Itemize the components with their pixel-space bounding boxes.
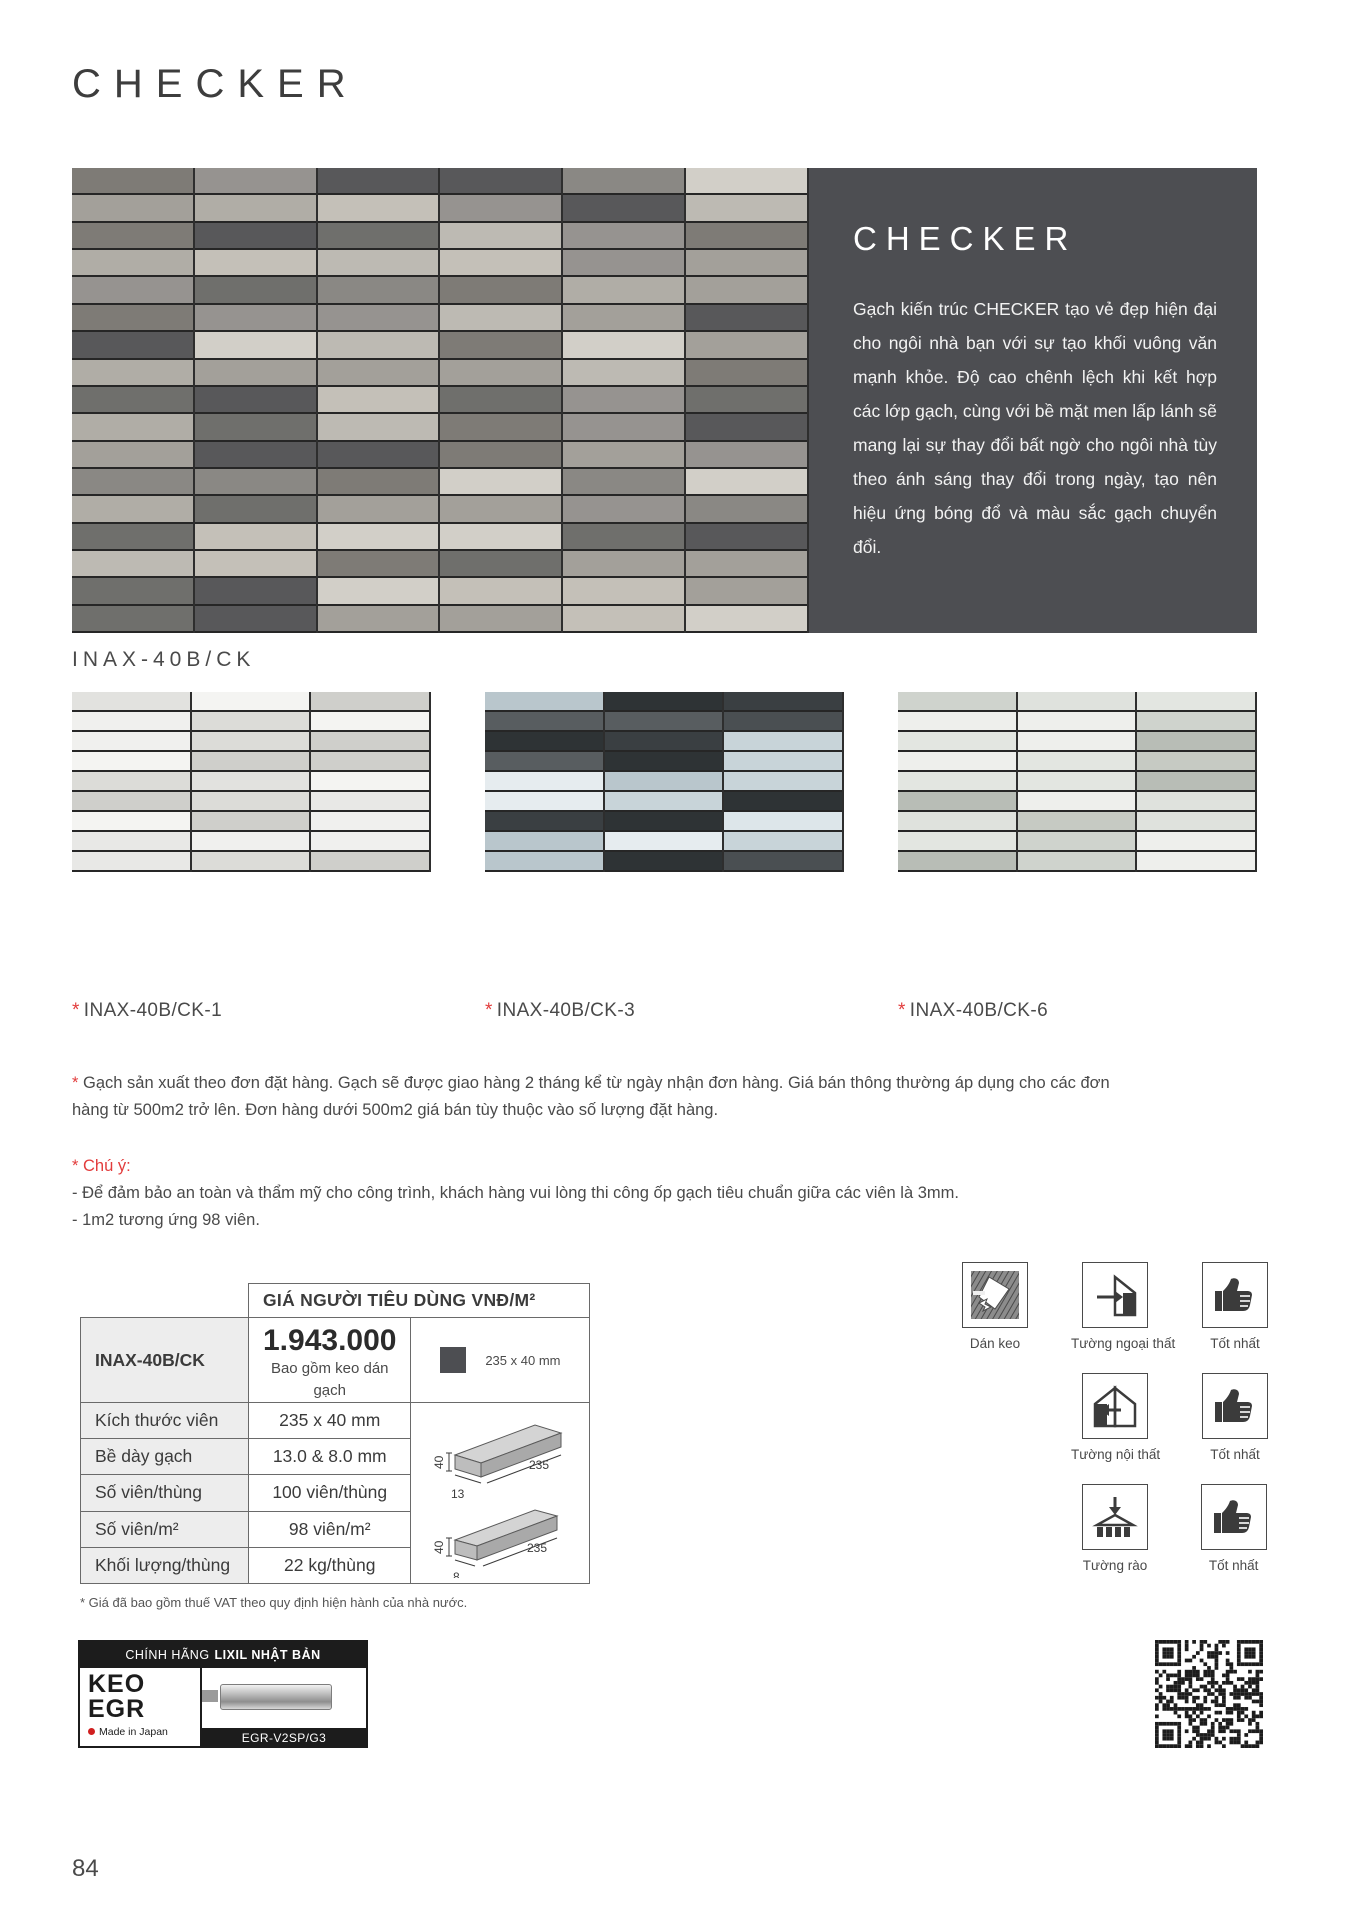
icon-row xyxy=(955,1373,1275,1462)
hero-description-text: Gạch kiến trúc CHECKER tạo vẻ đẹp hiện đại cho ngôi nhà bạn với sự tạo khối vuông văn mạnh khỏe. Độ cao chênh lệch khi kết hợp các lớp gạch, cùng với bề mặt men lấp lánh sẽ mang lại sự thay đổi bất ngờ cho ngôi nhà tùy theo ánh sáng thay đổi trong ngày, tạo nên hiệu ứng bóng đổ và màu sắc gạch chuyển đổi. xyxy=(853,299,1217,557)
attention-title xyxy=(72,1153,1262,1180)
glue-product-code: EGR-V2SP/G3 xyxy=(202,1728,366,1748)
tube-nozzle-icon xyxy=(202,1690,218,1702)
icon-row xyxy=(955,1484,1275,1573)
page-number: 84 xyxy=(72,1855,99,1882)
glue-egr-label: EGR xyxy=(88,1695,146,1723)
glue-badge-body xyxy=(80,1668,366,1748)
icon-cell-best-3 xyxy=(1192,1484,1275,1573)
attention-line-1: - Để đảm bảo an toàn và thẩm mỹ cho công trình, khách hàng vui lòng thi công ốp gạch tiêu chuẩn giữa các viên là 3mm. xyxy=(72,1184,959,1202)
glue-badge-header xyxy=(80,1642,366,1668)
order-note-line-2: hàng từ 500m2 trở lên. Đơn hàng dưới 500m2 giá bán tùy thuộc vào số lượng đặt hàng. xyxy=(72,1101,719,1119)
price-header-cell: GIÁ NGƯỜI TIÊU DÙNG VNĐ/M² xyxy=(249,1284,590,1318)
asterisk-icon: * xyxy=(485,1000,493,1021)
icon-cell-adhesive xyxy=(955,1262,1035,1351)
spec-table xyxy=(80,1283,590,1584)
spacer-cell xyxy=(81,1284,249,1318)
glue-badge xyxy=(78,1640,368,1748)
icon-spacer xyxy=(955,1484,1038,1573)
product-name-cell: INAX-40B/CK xyxy=(81,1318,249,1403)
vat-note: * Giá đã bao gồm thuế VAT theo quy định hiện hành của nhà nước. xyxy=(80,1595,468,1610)
asterisk-icon: * xyxy=(72,1157,79,1175)
swatch-mosaic xyxy=(898,692,1257,872)
swatch-ck-1[interactable] xyxy=(72,692,431,872)
price-header-row xyxy=(81,1284,590,1318)
hero-description-panel xyxy=(809,168,1257,633)
chip-cell xyxy=(411,1318,590,1403)
icon-caption: Tường ngoại thất xyxy=(1071,1336,1176,1351)
icon-cell-interior-wall xyxy=(1071,1373,1159,1462)
swatch-label-text: INAX-40B/CK-3 xyxy=(496,1000,636,1021)
spec-value: 13.0 & 8.0 mm xyxy=(249,1439,411,1475)
price-cell xyxy=(249,1318,411,1403)
thumbs-up-icon xyxy=(1201,1484,1267,1550)
swatch-label-ck-1 xyxy=(72,1000,431,1022)
spec-value: 98 viên/m² xyxy=(249,1511,411,1547)
price-value: 1.943.000 xyxy=(263,1324,397,1357)
spec-value: 100 viên/thùng xyxy=(249,1475,411,1511)
thumbs-up-icon xyxy=(1202,1262,1268,1328)
price-note: Bao gồm keo dán gạch xyxy=(270,1360,389,1399)
swatch-mosaic xyxy=(485,692,844,872)
spec-label: Kích thước viên xyxy=(81,1403,249,1439)
thumbs-up-icon xyxy=(1202,1373,1268,1439)
icon-cell-best-1 xyxy=(1195,1262,1275,1351)
swatch-ck-3[interactable] xyxy=(485,692,844,872)
glue-badge-left xyxy=(80,1668,202,1748)
usage-icon-grid xyxy=(955,1262,1275,1595)
interior-wall-icon xyxy=(1082,1373,1148,1439)
hero-panel-title: CHECKER xyxy=(853,220,1078,257)
icon-spacer xyxy=(955,1373,1035,1462)
asterisk-icon: * xyxy=(72,1000,80,1021)
page-title: CHECKER xyxy=(72,62,359,106)
icon-caption: Tốt nhất xyxy=(1210,1447,1260,1462)
icon-cell-fence-wall xyxy=(1074,1484,1157,1573)
spec-label: Khối lượng/thùng xyxy=(81,1547,249,1583)
icon-caption: Tốt nhất xyxy=(1208,1558,1259,1573)
glue-badge-prefix: CHÍNH HÃNG xyxy=(125,1648,210,1662)
spec-table-wrap xyxy=(80,1283,590,1584)
swatch-gallery xyxy=(72,692,1257,872)
icon-caption: Tường rào xyxy=(1082,1558,1148,1573)
table-row xyxy=(81,1403,590,1439)
tile-dimension-diagram-icon xyxy=(425,1403,575,1578)
qr-code[interactable] xyxy=(1155,1640,1263,1748)
swatch-label-text: INAX-40B/CK-1 xyxy=(83,1000,223,1021)
icon-caption: Tốt nhất xyxy=(1210,1336,1260,1351)
icon-caption: Tường nội thất xyxy=(1071,1447,1161,1462)
fence-wall-icon xyxy=(1082,1484,1148,1550)
icon-caption: Dán keo xyxy=(969,1336,1021,1351)
made-text: Made in Japan xyxy=(99,1726,168,1738)
order-note-text: Gạch sản xuất theo đơn đặt hàng. Gạch sẽ được giao hàng 2 tháng kể từ ngày nhận đơn hàng. Giá bán thông thường áp dụng cho các đơn xyxy=(83,1074,1110,1092)
asterisk-icon: * xyxy=(898,1000,906,1021)
spec-value: 22 kg/thùng xyxy=(249,1547,411,1583)
product-code: INAX-40B/CK xyxy=(72,648,256,671)
tile-b-thickness-label: 8 xyxy=(453,1570,461,1578)
spec-label: Bề dày gạch xyxy=(81,1439,249,1475)
swatch-mosaic xyxy=(72,692,431,872)
order-note xyxy=(72,1070,1262,1124)
chip-size-label: 235 x 40 mm xyxy=(485,1352,561,1368)
icon-row xyxy=(955,1262,1275,1351)
product-price-row xyxy=(81,1318,590,1403)
exterior-wall-icon xyxy=(1082,1262,1148,1328)
hero-tile-photo xyxy=(72,168,809,633)
icon-cell-exterior-wall xyxy=(1071,1262,1176,1351)
qr-code-image xyxy=(1155,1640,1263,1748)
tile-a-height-label: 40 xyxy=(432,1455,447,1469)
tile-a-length-label: 235 xyxy=(529,1458,550,1472)
swatch-label-ck-6 xyxy=(898,1000,1257,1022)
glue-badge-brand: LIXIL NHẬT BẢN xyxy=(214,1648,321,1662)
tile-diagram-cell xyxy=(411,1403,590,1584)
swatch-ck-6[interactable] xyxy=(898,692,1257,872)
tile-a-thickness-label: 13 xyxy=(451,1487,465,1501)
asterisk-icon: * xyxy=(72,1074,79,1092)
hero-section xyxy=(72,168,1257,633)
tile-b-height-label: 40 xyxy=(432,1540,447,1554)
glue-keo-label: KEO xyxy=(88,1670,146,1698)
swatch-label-text: INAX-40B/CK-6 xyxy=(909,1000,1049,1021)
spec-label: Số viên/thùng xyxy=(81,1475,249,1511)
adhesive-trowel-icon xyxy=(962,1262,1028,1328)
japan-flag-dot-icon xyxy=(88,1728,95,1735)
spec-label: Số viên/m² xyxy=(81,1511,249,1547)
swatch-label-ck-3 xyxy=(485,1000,844,1022)
hero-mosaic xyxy=(72,168,809,633)
attention-line-2: - 1m2 tương ứng 98 viên. xyxy=(72,1211,260,1229)
attention-note xyxy=(72,1153,1262,1234)
tile-color-chip-icon xyxy=(440,1347,466,1373)
swatch-label-row xyxy=(72,1000,1257,1022)
tile-b-length-label: 235 xyxy=(527,1541,548,1555)
glue-badge-right xyxy=(202,1668,366,1748)
order-note-line-1 xyxy=(72,1070,1262,1097)
spec-value: 235 x 40 mm xyxy=(249,1403,411,1439)
glue-tube-icon xyxy=(220,1684,332,1710)
icon-cell-best-2 xyxy=(1195,1373,1275,1462)
attention-title-text: Chú ý: xyxy=(83,1157,131,1175)
made-in-japan-label xyxy=(88,1726,200,1738)
